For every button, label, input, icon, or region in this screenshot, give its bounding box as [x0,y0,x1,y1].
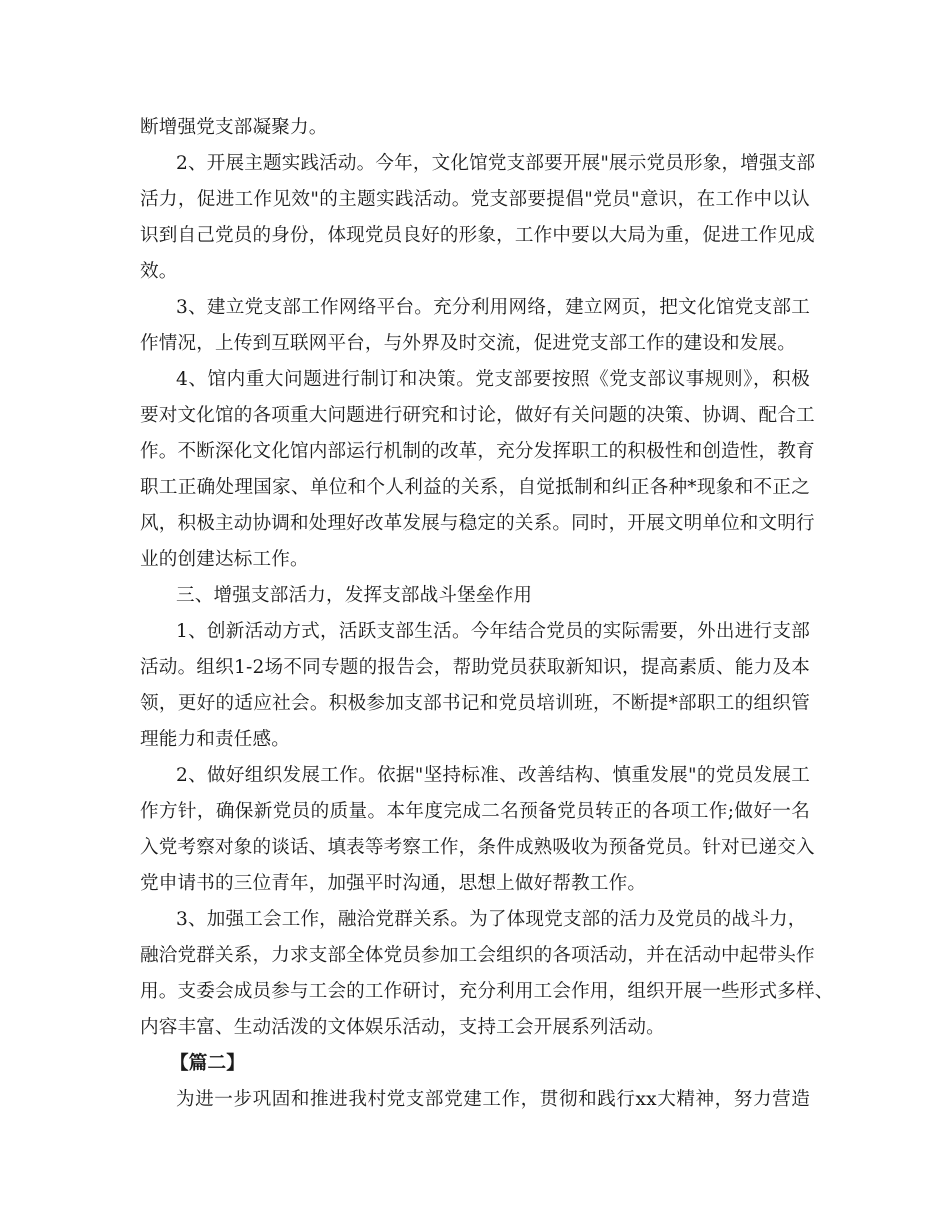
text-line: 断增强党支部凝聚力。 [140,117,328,138]
text-line: 3、加强工会工作，融洽党群关系。为了体现党支部的活力及党员的战斗力， [176,909,807,930]
text-line: 入党考察对象的谈话、填表等考察工作，条件成熟吸收为预备党员。针对已递交入 [140,837,815,858]
text-line: 职工正确处理国家、单位和个人利益的关系，自觉抵制和纠正各种*现象和不正之 [140,477,810,498]
text-line: 识到自己党员的身份，体现党员良好的形象，工作中要以大局为重，促进工作见成 [140,225,815,246]
text-line: 风，积极主动协调和处理好改革发展与稳定的关系。同时，开展文明单位和文明行 [140,513,815,534]
text-line: 作方针，确保新党员的质量。本年度完成二名预备党员转正的各项工作;做好一名 [140,801,810,822]
text-line: 领，更好的适应社会。积极参加支部书记和党员培训班，不断提*部职工的组织管 [140,693,810,714]
text-line: 活动。组织1-2场不同专题的报告会，帮助党员获取新知识，提高素质、能力及本 [140,657,810,678]
text-line: 作。不断深化文化馆内部运行机制的改革，充分发挥职工的积极性和创造性，教育 [140,441,815,462]
text-line: 内容丰富、生动活泼的文体娱乐活动，支持工会开展系列活动。 [140,1017,665,1038]
section-marker: 【篇二】 [170,1053,245,1074]
text-line: 4、馆内重大问题进行制订和决策。党支部要按照《党支部议事规则》，积极 [176,369,810,390]
text-line: 2、做好组织发展工作。依据"坚持标准、改善结构、慎重发展"的党员发展工 [176,765,810,786]
text-line: 业的创建达标工作。 [140,549,309,570]
text-line: 党申请书的三位青年，加强平时沟通，思想上做好帮教工作。 [140,873,647,894]
text-line: 效。 [140,261,178,282]
text-line: 作情况，上传到互联网平台，与外界及时交流，促进党支部工作的建设和发展。 [140,333,797,354]
text-line: 要对文化馆的各项重大问题进行研究和讨论，做好有关问题的决策、协调、配合工 [140,405,815,426]
text-line: 活力，促进工作见效"的主题实践活动。党支部要提倡"党员"意识，在工作中以认 [140,189,810,210]
text-line: 为进一步巩固和推进我村党支部党建工作，贯彻和践行xx大精神，努力营造 [176,1089,810,1110]
text-line: 融洽党群关系，力求支部全体党员参加工会组织的各项活动，并在活动中起带头作 [140,945,815,966]
text-line: 1、创新活动方式，活跃支部生活。今年结合党员的实际需要，外出进行支部 [176,621,810,642]
text-line: 理能力和责任感。 [140,729,290,750]
text-line: 用。支委会成员参与工会的工作研讨，充分利用工会作用，组织开展一些形式多样、 [140,981,834,1002]
text-line: 3、建立党支部工作网络平台。充分利用网络，建立网页，把文化馆党支部工 [176,297,810,318]
section-heading: 三、增强支部活力，发挥支部战斗堡垒作用 [176,585,533,606]
text-line: 2、开展主题实践活动。今年，文化馆党支部要开展"展示党员形象，增强支部 [176,153,816,174]
